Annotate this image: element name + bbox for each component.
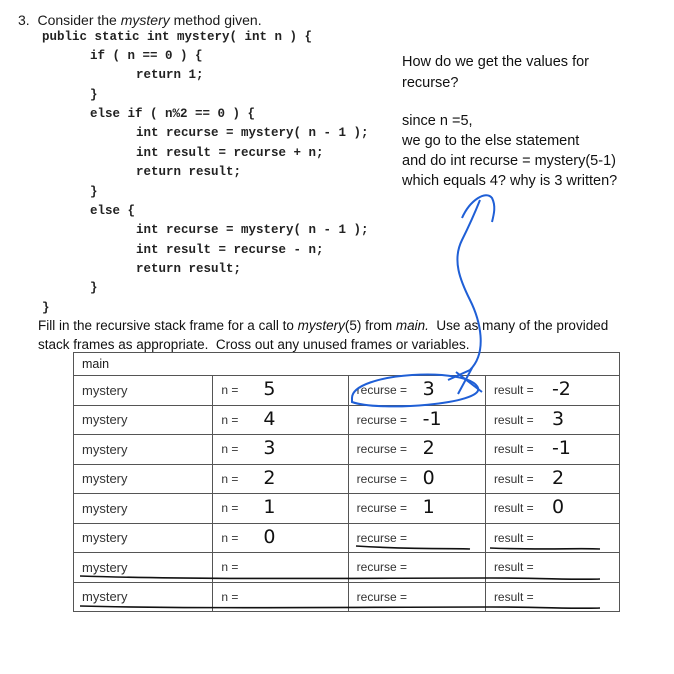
instr-text-b: (5) from	[344, 318, 396, 333]
n-cell	[213, 405, 348, 435]
stack-frame-row	[74, 523, 620, 553]
recurse-cell-label: recurse =	[356, 589, 408, 604]
stack-frame-table	[73, 352, 620, 612]
frame-name-cell	[74, 494, 213, 524]
recurse-cell	[348, 523, 485, 553]
stack-frame-row	[74, 405, 620, 435]
frame-name-cell-label: mystery	[82, 500, 128, 516]
frame-name-cell-label: mystery	[82, 471, 128, 487]
result-cell-label: result =	[493, 442, 534, 457]
instr-em-mystery: mystery	[297, 318, 345, 333]
recurse-cell-label: recurse =	[356, 412, 408, 427]
frame-name-cell-label: mystery	[82, 441, 128, 457]
recurse-cell-label: recurse =	[356, 471, 408, 486]
instructions-line-1	[38, 318, 608, 333]
instr-text-a: Fill in the recursive stack frame for a call to	[38, 318, 298, 333]
n-cell	[213, 464, 348, 494]
frame-name-cell-label: mystery	[82, 412, 128, 428]
handwritten-n-value: 0	[263, 525, 276, 548]
recurse-cell	[348, 464, 485, 494]
code-line: int result = recurse - n;	[76, 243, 324, 257]
result-cell-label: result =	[493, 530, 534, 545]
frame-name-cell	[74, 464, 213, 494]
result-cell	[485, 405, 619, 435]
handwritten-result-value: 2	[551, 466, 565, 489]
frame-name-cell	[74, 553, 213, 583]
result-cell	[485, 376, 619, 406]
n-cell	[213, 494, 348, 524]
question-text-before: Consider the	[37, 12, 121, 28]
frame-name-cell	[74, 376, 213, 406]
stack-frame-row	[74, 553, 620, 583]
code-line: return 1;	[76, 68, 204, 82]
frame-name-cell-label: mystery	[82, 382, 128, 398]
stack-frame-row	[74, 435, 620, 465]
stack-frame-row	[74, 494, 620, 524]
n-cell	[213, 582, 348, 612]
code-line: int recurse = mystery( n - 1 );	[76, 223, 369, 237]
result-cell-label: result =	[493, 471, 534, 486]
stack-frame-row	[74, 582, 620, 612]
instr-em-main: main.	[395, 318, 429, 333]
n-cell	[213, 553, 348, 583]
handwritten-result-value: -2	[551, 378, 571, 400]
recurse-cell-label: recurse =	[356, 501, 408, 516]
question-text-em: mystery	[120, 12, 170, 28]
result-cell	[485, 494, 619, 524]
handwritten-n-value: 3	[263, 437, 276, 459]
n-cell-label: n =	[221, 471, 239, 486]
frame-name-cell-label: mystery	[82, 530, 128, 546]
result-cell-label: result =	[493, 560, 534, 575]
code-line: else if ( n%2 == 0 ) {	[60, 107, 256, 121]
recurse-cell-label: recurse =	[356, 560, 408, 575]
code-line: }	[60, 281, 98, 295]
question-number: 3.	[18, 12, 30, 28]
result-cell-label: result =	[493, 383, 534, 398]
code-line: }	[42, 301, 50, 315]
code-line: else {	[60, 204, 136, 218]
result-cell-label: result =	[493, 501, 534, 516]
handwritten-result-value: 3	[551, 407, 565, 430]
question-text-after: method given.	[169, 12, 262, 28]
stack-frame-row	[74, 376, 620, 406]
result-cell	[485, 582, 619, 612]
result-cell	[485, 553, 619, 583]
n-cell	[213, 435, 348, 465]
handwritten-recurse-value: 3	[422, 378, 435, 400]
n-cell-label: n =	[221, 412, 239, 427]
n-cell-label: n =	[221, 530, 239, 545]
n-cell	[213, 523, 348, 553]
blue-arrowhead	[462, 195, 494, 222]
handwritten-recurse-value: -1	[422, 407, 442, 430]
frame-name-cell-label: mystery	[82, 559, 128, 575]
note-line-1: How do we get the values for	[402, 54, 589, 70]
code-line: }	[60, 185, 98, 199]
code-line: return result;	[76, 262, 242, 276]
instr-text-c: Use as many of the provided	[428, 318, 609, 333]
frame-name-cell	[74, 405, 213, 435]
frame-name-cell	[74, 582, 213, 612]
n-cell	[213, 376, 348, 406]
recurse-cell-label: recurse =	[356, 442, 408, 457]
result-cell	[485, 464, 619, 494]
recurse-cell	[348, 405, 485, 435]
note-line-6: which equals 4? why is 3 written?	[402, 173, 618, 189]
question-heading	[18, 12, 262, 28]
main-frame-label: main	[74, 353, 620, 376]
instructions-line-2: stack frames as appropriate. Cross out any unused frames or variables.	[38, 337, 470, 352]
note-line-5: and do int recurse = mystery(5-1)	[402, 153, 616, 169]
code-line: int result = recurse + n;	[76, 146, 324, 160]
recurse-cell-label: recurse =	[356, 530, 408, 545]
n-cell-label: n =	[221, 383, 239, 398]
handwritten-recurse-value: 0	[422, 466, 435, 489]
result-cell	[485, 435, 619, 465]
handwritten-result-value: -1	[551, 437, 571, 459]
handwritten-n-value: 5	[263, 378, 276, 400]
recurse-cell-label: recurse =	[356, 383, 408, 398]
note-line-3: since n =5,	[402, 113, 473, 129]
note-line-4: we go to the else statement	[402, 133, 580, 149]
handwritten-recurse-value: 1	[422, 496, 435, 518]
n-cell-label: n =	[221, 501, 239, 516]
code-line: int recurse = mystery( n - 1 );	[76, 126, 369, 140]
n-cell-label: n =	[221, 442, 239, 457]
recurse-cell	[348, 494, 485, 524]
handwritten-recurse-value: 2	[422, 437, 435, 459]
note-line-2: recurse?	[402, 75, 459, 91]
code-line: public static int mystery( int n ) {	[42, 30, 313, 44]
result-cell	[485, 523, 619, 553]
code-line: return result;	[76, 165, 242, 179]
recurse-cell	[348, 435, 485, 465]
handwritten-n-value: 2	[263, 466, 276, 489]
n-cell-label: n =	[221, 560, 239, 575]
frame-name-cell	[74, 523, 213, 553]
recurse-cell	[348, 553, 485, 583]
code-line: }	[60, 88, 98, 102]
handwritten-n-value: 1	[263, 496, 276, 518]
handwritten-n-value: 4	[263, 407, 276, 430]
code-line: if ( n == 0 ) {	[60, 49, 203, 63]
frame-name-cell	[74, 435, 213, 465]
result-cell-label: result =	[493, 589, 534, 604]
handwritten-result-value: 0	[551, 496, 565, 518]
frame-name-cell-label: mystery	[82, 589, 128, 605]
result-cell-label: result =	[493, 412, 534, 427]
n-cell-label: n =	[221, 589, 239, 604]
main-frame-row	[74, 353, 620, 376]
recurse-cell	[348, 582, 485, 612]
recurse-cell	[348, 376, 485, 406]
stack-frame-row	[74, 464, 620, 494]
